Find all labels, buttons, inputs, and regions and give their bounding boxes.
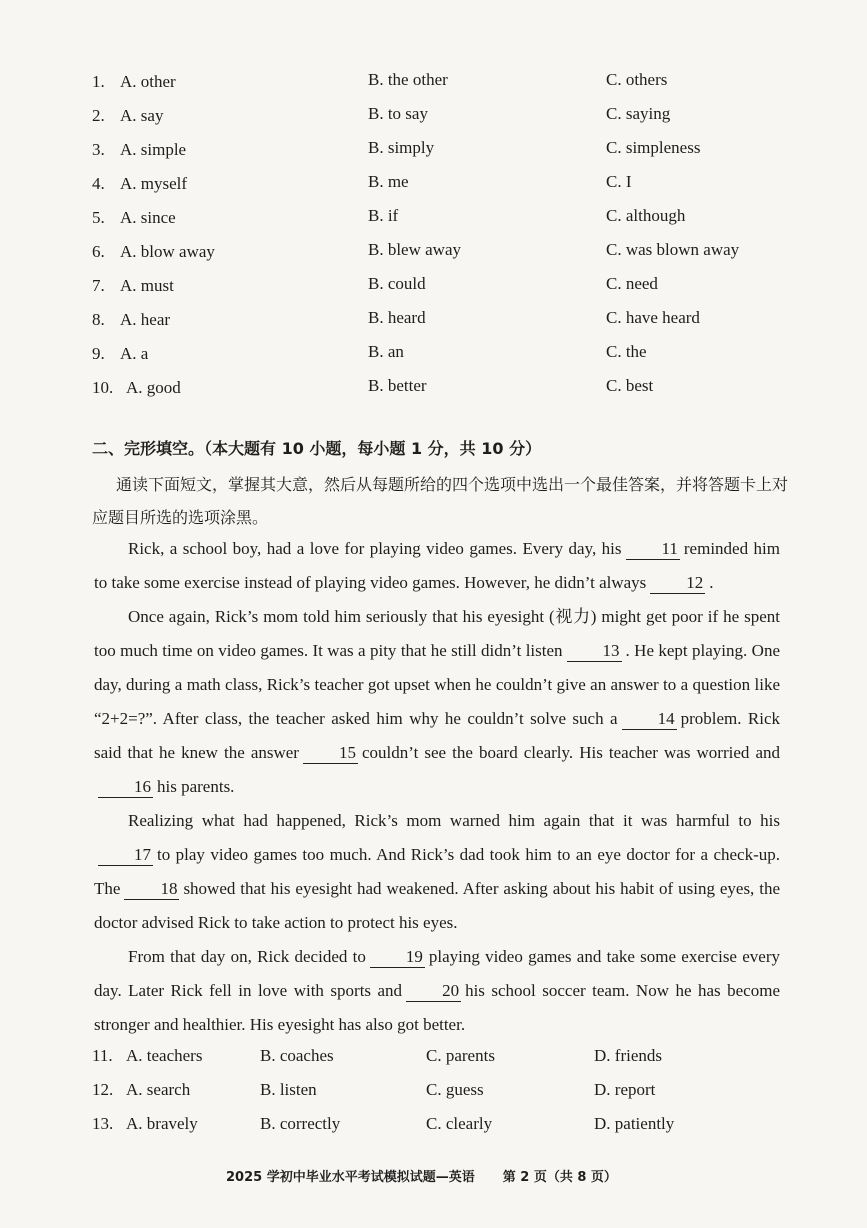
option-a: A. blow away: [120, 242, 215, 261]
option-row: [92, 340, 792, 374]
passage-paragraph: [94, 940, 780, 1042]
question-number: 13.: [92, 1114, 114, 1133]
question-number: 10.: [92, 378, 114, 397]
options-list-part1: [92, 68, 792, 408]
option-b: B. to say: [368, 104, 428, 123]
blank-18: 18: [124, 879, 179, 900]
option-b: B. correctly: [260, 1114, 341, 1133]
question-number: 5.: [92, 208, 105, 227]
question-number: 1.: [92, 72, 105, 91]
passage-text: playing video games and take some exercise every day. Later Rick fell in love with sports and: [94, 947, 780, 1000]
option-d: D. friends: [594, 1046, 662, 1065]
option-c: C. parents: [426, 1046, 495, 1065]
blank-12: 12: [650, 573, 705, 594]
option-c: C. saying: [606, 104, 671, 123]
option-b: B. coaches: [260, 1046, 334, 1065]
option-a: A. simple: [120, 140, 187, 159]
passage-text: reminded him to take some exercise instead of playing video games. However, he didn’t always: [94, 539, 780, 592]
option-row: [92, 306, 792, 340]
option-row: [92, 1076, 792, 1110]
section-heading: 二、完形填空。（本大题有 10 小题，每小题 1 分，共 10 分）: [92, 439, 542, 458]
blank-20: 20: [406, 981, 461, 1002]
section-instructions: 通读下面短文，掌握其大意，然后从每题所给的四个选项中选出一个最佳答案，并将答题卡上对应题目所选的选项涂黑。: [92, 475, 789, 527]
passage-text: .: [709, 573, 714, 592]
option-b: B. if: [368, 206, 399, 225]
question-number: 9.: [92, 344, 105, 363]
option-b: B. me: [368, 172, 409, 191]
option-row: [92, 374, 792, 408]
option-a: A. teachers: [126, 1046, 203, 1065]
option-a: A. other: [120, 72, 176, 91]
question-number: 6.: [92, 242, 105, 261]
option-a: A. since: [120, 208, 176, 227]
option-c: C. guess: [426, 1080, 484, 1099]
option-c: C. although: [606, 206, 686, 225]
option-c: C. best: [606, 376, 654, 395]
option-row: [92, 170, 792, 204]
passage-paragraph: [94, 532, 780, 600]
option-row: [92, 1042, 792, 1076]
option-b: B. simply: [368, 138, 435, 157]
option-a: A. hear: [120, 310, 171, 329]
passage-text: his parents.: [157, 777, 235, 796]
page-footer: [226, 1166, 617, 1185]
option-row: [92, 1110, 792, 1144]
passage-text: . He kept playing. One day, during a math class, Rick’s teacher got upset when he couldn’t give an answer to a question like “2+2=?”. After class, the teacher asked him why he couldn’t solve such a: [94, 641, 780, 728]
passage-text: to play video games too much. And Rick’s dad took him to an eye doctor for a check-up. The: [94, 845, 780, 898]
option-c: C. the: [606, 342, 647, 361]
page-number: 第 2 页（共 8 页）: [502, 1170, 617, 1185]
option-b: B. an: [368, 342, 404, 361]
question-number: 2.: [92, 106, 105, 125]
passage-text: problem. Rick said that he knew the answer: [94, 709, 780, 762]
option-c: C. was blown away: [606, 240, 740, 259]
option-b: B. the other: [368, 70, 448, 89]
option-row: [92, 204, 792, 238]
option-row: [92, 272, 792, 306]
option-a: A. bravely: [126, 1114, 198, 1133]
blank-16: 16: [98, 777, 153, 798]
blank-17: 17: [98, 845, 153, 866]
option-row: [92, 238, 792, 272]
options-list-part2: [92, 1042, 792, 1144]
passage-text: Realizing what had happened, Rick’s mom warned him again that it was harmful to his: [128, 811, 780, 830]
option-b: B. heard: [368, 308, 426, 327]
question-number: 4.: [92, 174, 105, 193]
passage-paragraph: [94, 804, 780, 940]
option-d: D. report: [594, 1080, 656, 1099]
option-b: B. blew away: [368, 240, 462, 259]
option-c: C. simpleness: [606, 138, 701, 157]
passage-text: showed that his eyesight had weakened. After asking about his habit of using eyes, the doctor advised Rick to take action to protect his eyes.: [94, 879, 780, 932]
passage-text: Once again, Rick’s mom told him seriously that his eyesight (视力) might get poor if he spent too much time on video games. It was a pity that he still didn’t listen: [94, 607, 780, 660]
blank-14: 14: [622, 709, 677, 730]
cloze-passage: [94, 532, 780, 1042]
option-c: C. I: [606, 172, 632, 191]
option-a: A. must: [120, 276, 174, 295]
question-number: 8.: [92, 310, 105, 329]
blank-19: 19: [370, 947, 425, 968]
question-number: 3.: [92, 140, 105, 159]
option-row: [92, 68, 792, 102]
question-number: 12.: [92, 1080, 114, 1099]
option-a: A. a: [120, 344, 149, 363]
option-c: C. need: [606, 274, 658, 293]
option-b: B. could: [368, 274, 426, 293]
passage-text: Rick, a school boy, had a love for playing video games. Every day, his: [128, 539, 622, 558]
option-c: C. others: [606, 70, 668, 89]
option-a: A. search: [126, 1080, 191, 1099]
option-a: A. say: [120, 106, 164, 125]
question-number: 7.: [92, 276, 105, 295]
option-row: [92, 102, 792, 136]
exam-title: 2025 学初中毕业水平考试模拟试题—英语: [226, 1170, 475, 1185]
question-number: 11.: [92, 1046, 113, 1065]
passage-text: couldn’t see the board clearly. His teacher was worried and: [361, 743, 780, 762]
option-d: D. patiently: [594, 1114, 675, 1133]
blank-11: 11: [626, 539, 680, 560]
blank-15: 15: [303, 743, 358, 764]
option-c: C. clearly: [426, 1114, 493, 1133]
passage-paragraph: [94, 600, 780, 804]
option-c: C. have heard: [606, 308, 700, 327]
option-b: B. better: [368, 376, 427, 395]
blank-13: 13: [567, 641, 622, 662]
option-a: A. myself: [120, 174, 188, 193]
passage-text: From that day on, Rick decided to: [128, 947, 366, 966]
option-b: B. listen: [260, 1080, 317, 1099]
option-a: A. good: [126, 378, 181, 397]
passage-text: his school soccer team. Now he has become stronger and healthier. His eyesight has also got better.: [94, 981, 780, 1034]
option-row: [92, 136, 792, 170]
